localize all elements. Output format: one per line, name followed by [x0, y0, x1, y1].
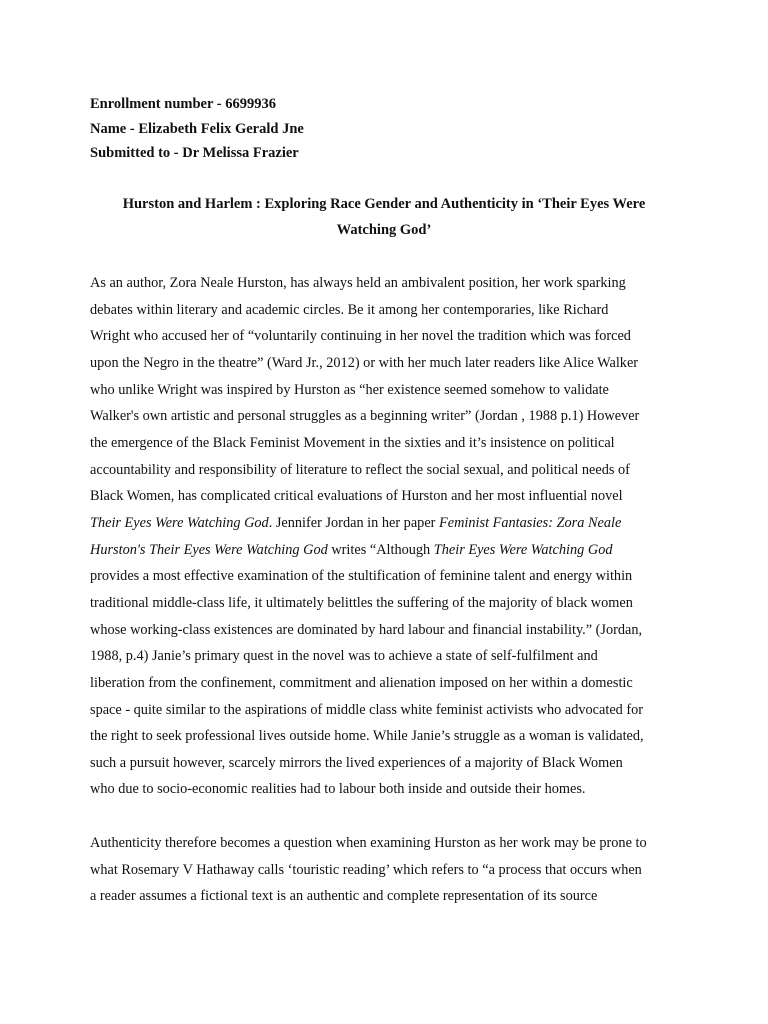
text-line — [90, 537, 690, 564]
text-line: what Rosemary V Hathaway calls ‘touristic reading’ which refers to “a process that occurs when — [90, 861, 642, 878]
paper-title: Hurston's Their Eyes Were Watching God — [90, 541, 328, 558]
text-line: Black Women, has complicated critical evaluations of Hurston and her most influential novel — [90, 488, 623, 505]
submitted-to: Submitted to - Dr Melissa Frazier — [90, 145, 299, 161]
text-line: upon the Negro in the theatre” (Ward Jr., 2012) or with her much later readers like Alice Walker — [90, 354, 639, 371]
text-line: liberation from the confinement, commitment and alienation imposed on her within a domestic — [90, 674, 633, 691]
text-line: the emergence of the Black Feminist Movement in the sixties and it’s insistence on political — [90, 434, 615, 451]
text-line: debates within literary and academic circles. Be it among her contemporaries, like Richard — [90, 301, 609, 318]
text-line: a reader assumes a fictional text is an authentic and complete representation of its source — [90, 888, 598, 905]
text-line: provides a most effective examination of the stultification of feminine talent and energy within — [90, 568, 633, 585]
paragraph-2 — [90, 830, 690, 910]
text-line: Authenticity therefore becomes a question when examining Hurston as her work may be prone to — [90, 835, 647, 851]
text-line: accountability and responsibility of literature to reflect the social sexual, and political needs of — [90, 461, 630, 478]
essay-title-line-2: Watching God’ — [336, 222, 432, 238]
book-title: Their Eyes Were Watching God — [90, 514, 269, 531]
paragraph-1 — [90, 270, 690, 803]
text-span: . Jennifer Jordan in her paper — [268, 514, 440, 531]
text-line: such a pursuit however, scarcely mirrors the lived experiences of a majority of Black Women — [90, 754, 623, 771]
text-line: who due to socio-economic realities had to labour both inside and outside their homes. — [90, 781, 586, 798]
enrollment-number: Enrollment number - 6699936 — [90, 96, 276, 112]
text-line: whose working-class existences are dominated by hard labour and financial instability.” (Jordan, — [90, 621, 643, 638]
book-title: Their Eyes Were Watching God — [433, 541, 613, 558]
student-name: Name - Elizabeth Felix Gerald Jne — [90, 120, 304, 137]
header-block — [90, 92, 304, 166]
text-line: the right to seek professional lives outside home. While Janie’s struggle as a woman is validated, — [90, 728, 644, 745]
text-line: 1988, p.4) Janie’s primary quest in the novel was to achieve a state of self-fulfilment and — [90, 648, 598, 665]
text-line: space - quite similar to the aspirations of middle class white feminist activists who advocated for — [90, 701, 644, 718]
text-line: As an author, Zora Neale Hurston, has always held an ambivalent position, her work sparking — [90, 275, 626, 291]
essay-title-line-1: Hurston and Harlem : Exploring Race Gender and Authenticity in ‘Their Eyes Were — [122, 196, 646, 212]
text-line: who unlike Wright was inspired by Hurston as “her existence seemed somehow to validate — [90, 381, 609, 398]
paper-title: Feminist Fantasies: Zora Neale — [439, 514, 622, 531]
text-line — [90, 510, 690, 537]
text-line: Wright who accused her of “voluntarily continuing in her novel the tradition which was forced — [90, 328, 631, 345]
text-line: Walker's own artistic and personal struggles as a beginning writer” (Jordan , 1988 p.1) However — [90, 408, 640, 425]
essay-title — [90, 191, 678, 243]
text-line: traditional middle-class life, it ultimately belittles the suffering of the majority of black women — [90, 594, 633, 611]
text-span: writes “Although — [327, 541, 434, 558]
